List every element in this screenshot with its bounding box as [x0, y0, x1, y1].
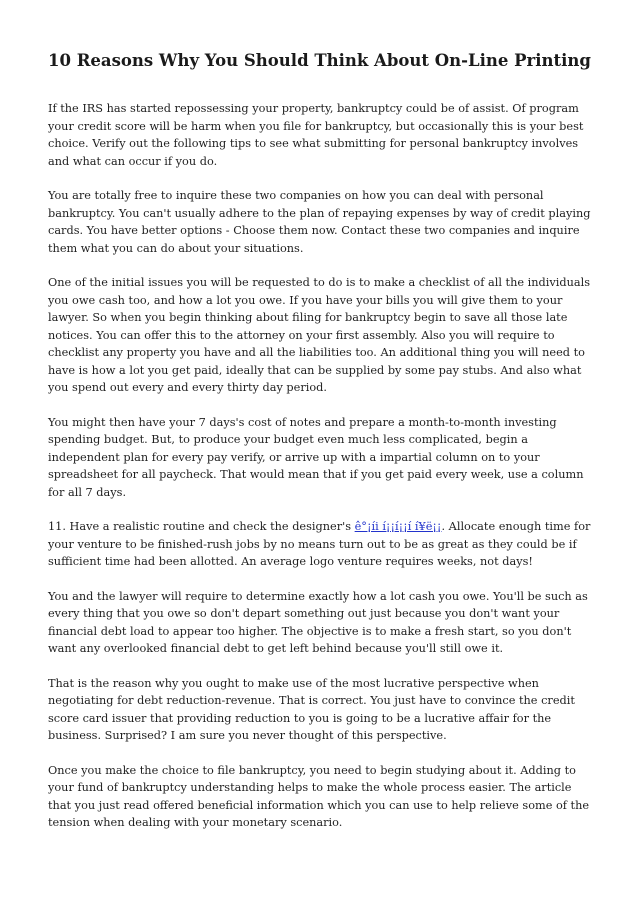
paragraph-6: You and the lawyer will require to determine exactly how a lot cash you owe. You'll be such as every thing that you owe so don't depart something out just because you don't want your financial debt load to appear too higher. The objective is to make a fresh start, so you don't want any overlooked financial debt to get left behind because you'll still owe it.: [48, 589, 588, 655]
paragraph-1: If the IRS has started repossessing your property, bankruptcy could be of assist. Of program your credit score will be harm when you file for bankruptcy, but occasionally this is your best choice. Verify out the following tips to see what submitting for personal bankruptcy involves and what can occur if you do.: [48, 102, 584, 168]
paragraph-5: [48, 518, 596, 571]
paragraph-4: You might then have your 7 days's cost of notes and prepare a month-to-month investing spending budget. But, to produce your budget even much less complicated, begin a independent plan for every pay verify, or arrive up with a impartial column on to your spreadsheet for all paycheck. That would mean that if you get paid every week, use a column for all 7 days.: [48, 415, 584, 499]
paragraph-8: Once you make the choice to file bankruptcy, you need to begin studying about it. Adding to your fund of bankruptcy understanding helps to make the whole process easier. The article that you just read offered beneficial information which you can use to help relieve some of the tension when dealing with your monetary scenario.: [48, 763, 590, 829]
paragraph-5-text-after: . Allocate enough time for your venture to be finished-rush jobs by no means turn out to be as great as they could be if sufficient time had been allotted. An average logo venture requires weeks, not days!: [48, 520, 591, 568]
article-body: [48, 100, 596, 849]
paragraph-5-text-before: 11. Have a realistic routine and check the designer's: [48, 520, 355, 533]
page-title: 10 Reasons Why You Should Think About On-Line Printing: [48, 51, 591, 70]
paragraph-2: You are totally free to inquire these two companies on how you can deal with personal bankruptcy. You can't usually adhere to the plan of repaying expenses by way of credit playing cards. You have better options - Choose them now. Contact these two companies and inquire them what you can do about your situations.: [48, 189, 591, 255]
paragraph-3: One of the initial issues you will be requested to do is to make a checklist of all the individuals you owe cash too, and how a lot you owe. If you have your bills you will give them to your lawyer. So when you begin thinking about filing for bankruptcy begin to save all those late notices. You can offer this to the attorney on your first assembly. Also you will require to checklist any property you have and all the liabilities too. An additional thing you will need to have is how a lot you get paid, ideally that can be supplied by some pay stubs. And also what you spend out every and every thirty day period.: [48, 276, 591, 394]
designer-link[interactable]: ê°¡íi í¡¡í¡¡í í¥ë¡¡: [354, 520, 442, 533]
paragraph-7: That is the reason why you ought to make use of the most lucrative perspective when negotiating for debt reduction-revenue. That is correct. You just have to convince the credit score card issuer that providing reduction to you is going to be a lucrative affair for the business. Surprised? I am sure you never thought of this perspective.: [48, 676, 575, 742]
